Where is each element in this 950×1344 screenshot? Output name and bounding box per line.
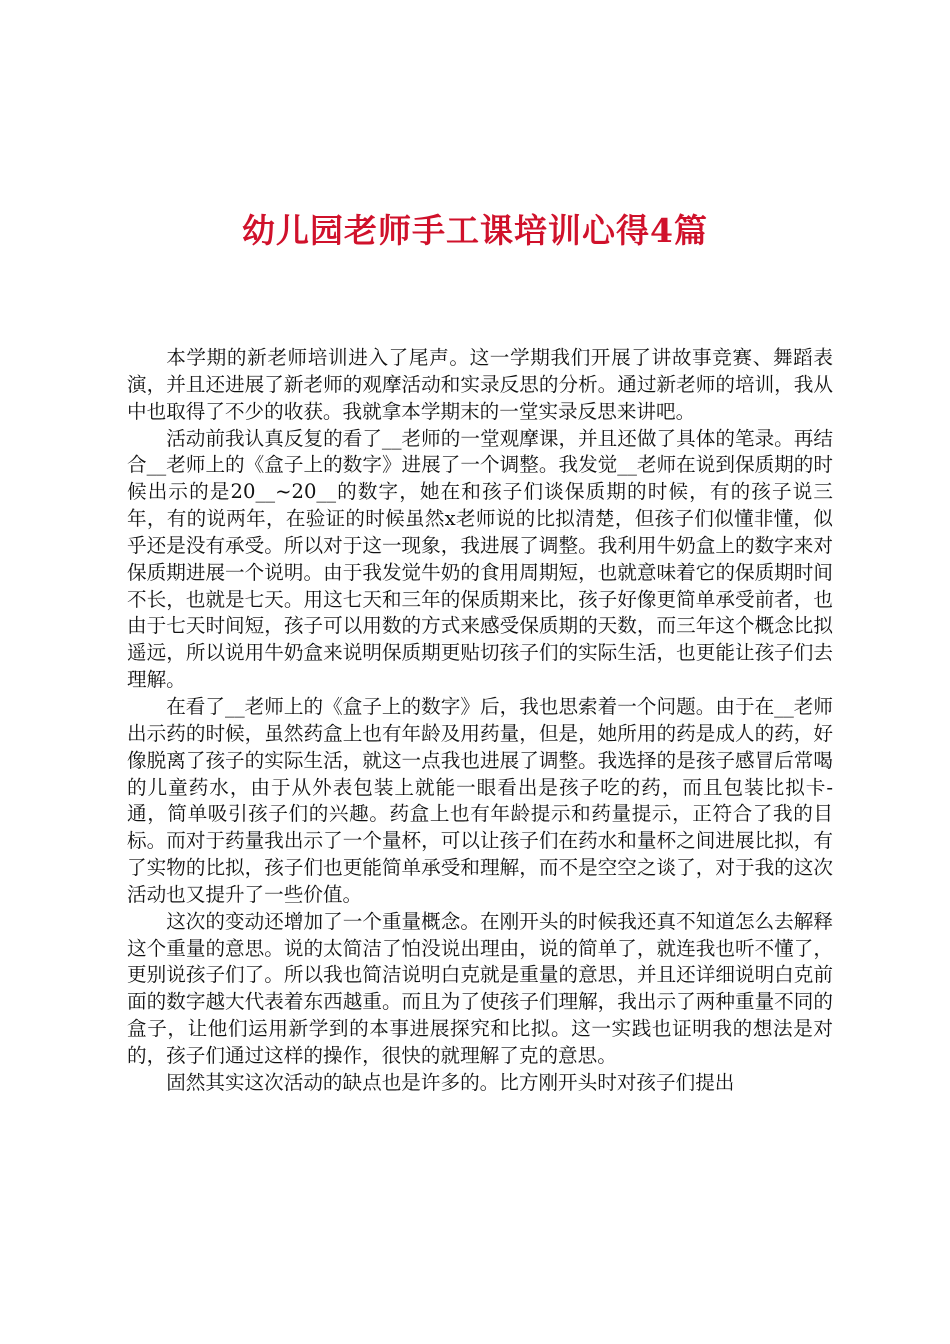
paragraph-4: 这次的变动还增加了一个重量概念。在刚开头的时候我还真不知道怎么去解释这个重量的意思。说的太简洁了怕没说出理由，说的简单了，就连我也听不懂了，更别说孩子们了。所以我也简洁说明白克就是重量的意思，并且还详细说明白克前面的数字越大代表着东西越重。而且为了使孩子们理解，我出示了两种重量不同的盒子，让他们运用新学到的本事进展探究和比拟。这一实践也证明我的想法是对的，孩子们通过这样的操作，很快的就理解了克的意思。 (127, 909, 833, 1067)
document-title: 幼儿园老师手工课培训心得4篇 (242, 211, 708, 250)
paragraph-2: 活动前我认真反复的看了__老师的一堂观摩课，并且还做了具体的笔录。再结合__老师上的《盒子上的数字》进展了一个调整。我发觉__老师在说到保质期的时候出示的是20__~20__的数字，她在和孩子们谈保质期的时候，有的孩子说三年，有的说两年，在验证的时候虽然x老师说的比拟清楚，但孩子们似懂非懂，似乎还是没有承受。所以对于这一现象，我进展了调整。我利用牛奶盒上的数字来对保质期进展一个说明。由于我发觉牛奶的食用周期短，也就意味着它的保质期时间不长，也就是七天。用这七天和三年的保质期来比，孩子好像更简单承受前者，也由于七天时间短，孩子可以用数的方式来感受保质期的天数，而三年这个概念比拟遥远，所以说用牛奶盒来说明保质期更贴切孩子们的实际生活，也更能让孩子们去理解。 (127, 426, 833, 692)
paragraph-3: 在看了__老师上的《盒子上的数字》后，我也思索着一个问题。由于在__老师出示药的时候，虽然药盒上也有年龄及用药量，但是，她所用的药是成人的药，好像脱离了孩子的实际生活，就这一点我也进展了调整。我选择的是孩子感冒后常喝的儿童药水，由于从外表包装上就能一眼看出是孩子吃的药，而且包装比拟卡-通，简单吸引孩子们的兴趣。药盒上也有年龄提示和药量提示，正符合了我的目标。而对于药量我出示了一个量杯，可以让孩子们在药水和量杯之间进展比拟，有了实物的比拟，孩子们也更能简单承受和理解，而不是空空之谈了，对于我的这次活动也又提升了一些价值。 (127, 694, 833, 906)
paragraph-5: 固然其实这次活动的缺点也是许多的。比方刚开头时对孩子们提出 (166, 1070, 735, 1094)
paragraph-1: 本学期的新老师培训进入了尾声。这一学期我们开展了讲故事竞赛、舞蹈表演，并且还进展了新老师的观摩活动和实录反思的分析。通过新老师的培训，我从中也取得了不少的收获。我就拿本学期末的一堂实录反思来讲吧。 (127, 346, 833, 423)
document-body (127, 345, 833, 1097)
